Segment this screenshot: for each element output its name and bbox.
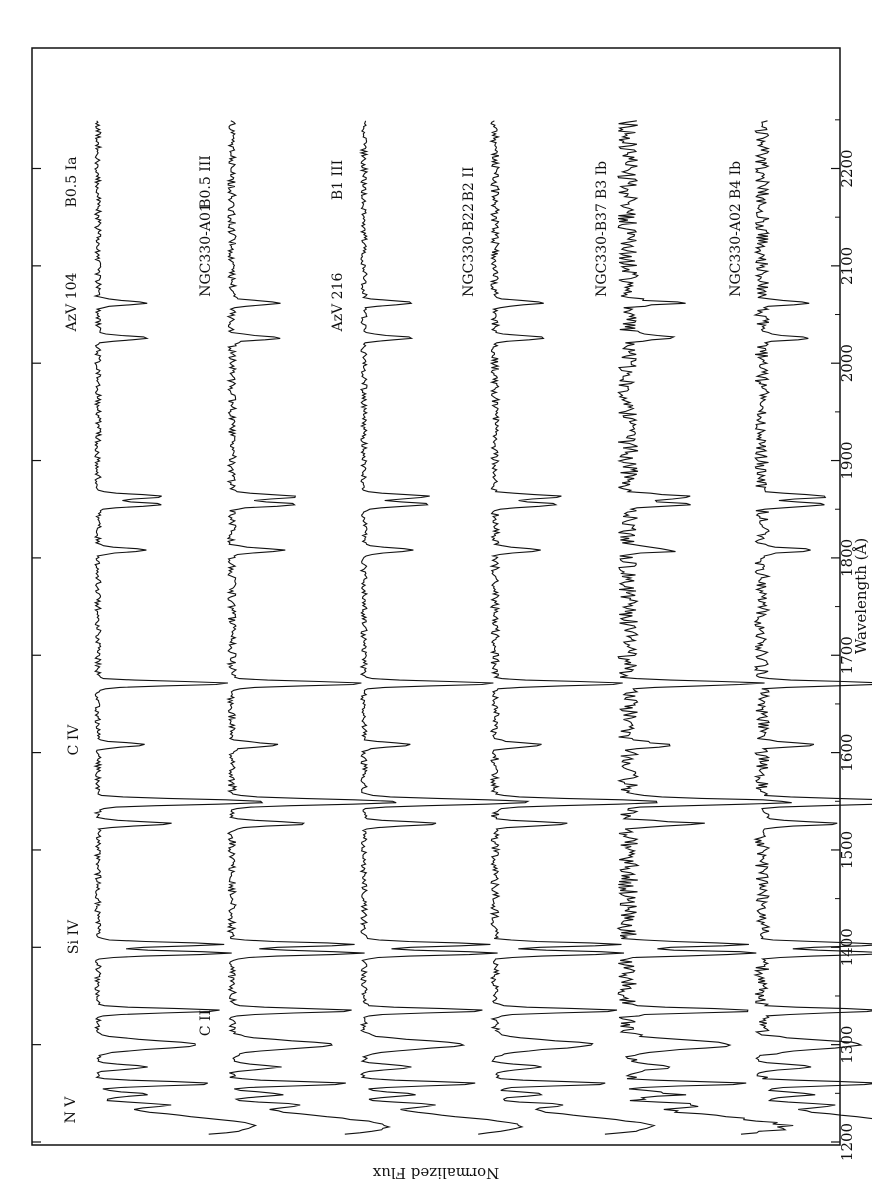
spectrum-1 xyxy=(228,121,396,1134)
x-tick-label-1400: 1400 xyxy=(838,928,856,967)
x-tick-label-1300: 1300 xyxy=(838,1025,856,1064)
x-tick-label-1900: 1900 xyxy=(838,441,856,480)
star-name-5: NGC330-A02 xyxy=(728,203,744,297)
spectrum-2 xyxy=(361,121,528,1134)
spectrum-3 xyxy=(491,121,657,1134)
star-name-2: AzV 216 xyxy=(330,272,346,332)
x-tick-label-2200: 2200 xyxy=(838,149,856,188)
spectral-type-2: B1 III xyxy=(330,159,346,201)
star-name-4: NGC330-B37 xyxy=(594,203,610,297)
spectral-type-5: B4 Ib xyxy=(728,160,744,200)
x-tick-label-2100: 2100 xyxy=(838,246,856,285)
x-axis-label: Wavelength (Å) xyxy=(852,537,870,655)
x-tick-label-1200: 1200 xyxy=(838,1122,856,1162)
annotation-labels xyxy=(63,155,744,1123)
line-id-c-iv: C IV xyxy=(66,724,82,756)
x-tick-label-2000: 2000 xyxy=(838,344,856,383)
spectral-type-1: B0.5 III xyxy=(198,155,214,209)
spectral-type-4: B3 Ib xyxy=(594,160,610,200)
x-tick-label-1500: 1500 xyxy=(838,830,856,870)
x-tick-label-1700: 1700 xyxy=(838,636,856,675)
plot-frame xyxy=(32,48,840,1145)
x-tick-label-1800: 1800 xyxy=(838,538,856,577)
line-id-n-v: N V xyxy=(63,1096,79,1124)
y-axis-label: Normalized Flux xyxy=(372,1164,500,1182)
star-name-0: AzV 104 xyxy=(64,272,80,332)
x-tick-label-1600: 1600 xyxy=(838,733,856,772)
spectrum-0 xyxy=(95,121,262,1134)
star-name-3: NGC330-B22 xyxy=(461,203,477,297)
spectral-type-0: B0.5 Ia xyxy=(64,156,80,208)
star-name-1: NGC330-A01 xyxy=(198,203,214,297)
line-id-si-iv: Si IV xyxy=(66,919,82,955)
spectrum-4 xyxy=(618,121,793,1134)
spectral-type-3: B2 II xyxy=(461,166,477,202)
line-id-c-ii: C II xyxy=(198,1009,214,1037)
